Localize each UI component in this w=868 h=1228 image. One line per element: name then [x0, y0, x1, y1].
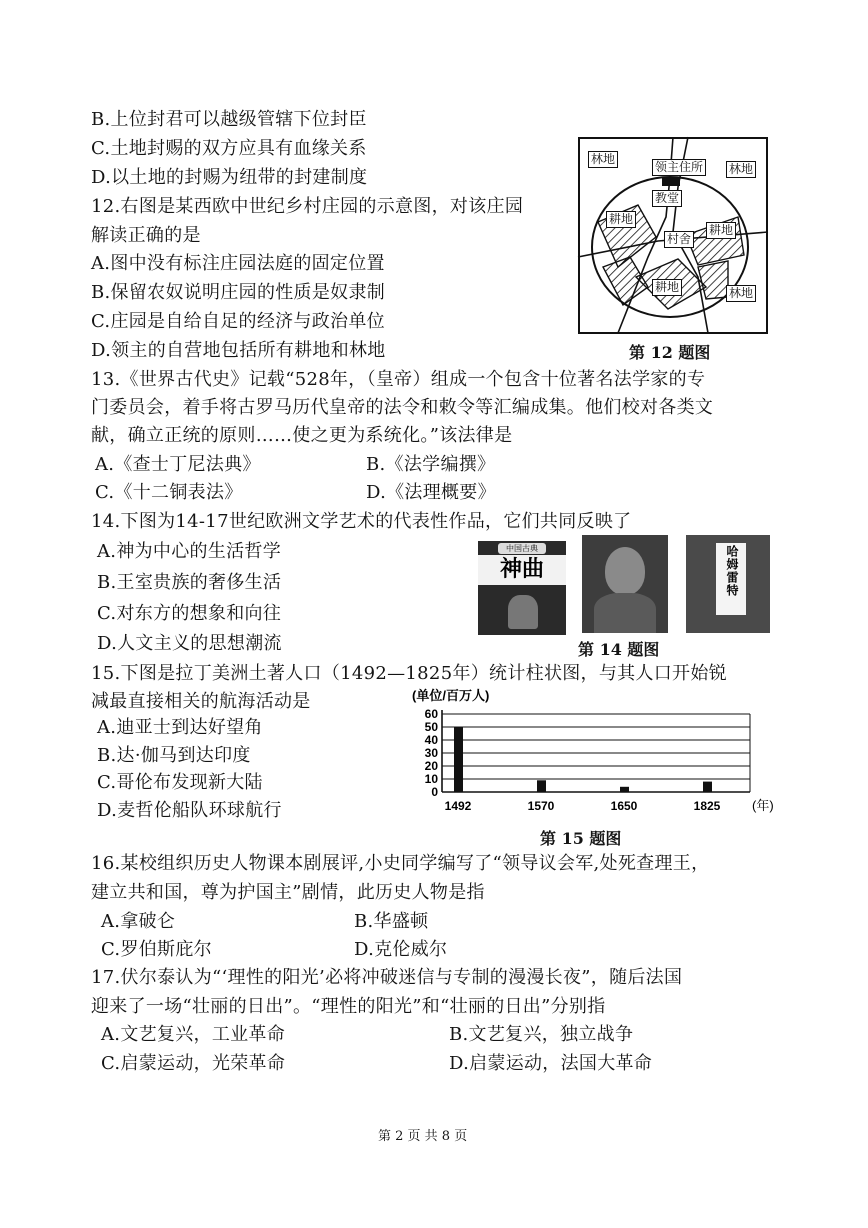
q12-stem-line1: 12.右图是某西欧中世纪乡村庄园的示意图，对该庄园 — [91, 196, 524, 217]
q17-option-a: A.文艺复兴，工业革命 — [101, 1024, 286, 1045]
q13-option-a: A.《查士丁尼法典》 — [95, 454, 261, 475]
q15-option-d: D.麦哲伦船队环球航行 — [97, 800, 282, 821]
y-tick-label: 60 — [424, 707, 438, 721]
q14-option-a: A.神为中心的生活哲学 — [97, 541, 282, 562]
map-label-forest-1: 林地 — [588, 151, 618, 168]
map-label-farmland-1: 耕地 — [606, 211, 636, 228]
q12-option-d: D.领主的自营地包括所有耕地和林地 — [91, 340, 386, 361]
hamlet-cover-image — [686, 535, 770, 633]
map-label-lord-house: 领主住所 — [652, 159, 706, 176]
book-banner: 中国古典 — [498, 543, 546, 554]
x-tick-label: 1570 — [527, 799, 555, 813]
q15-option-a: A.迪亚士到达好望角 — [97, 717, 263, 738]
map-label-church: 教堂 — [652, 190, 682, 207]
q16-stem-line2: 建立共和国，尊为护国主”剧情，此历史人物是指 — [91, 882, 485, 903]
bar-1650 — [620, 787, 629, 792]
divine-comedy-cover-image — [478, 541, 566, 635]
q11-option-b: B.上位封君可以越级管辖下位封臣 — [91, 109, 367, 130]
x-axis-unit: (年) — [752, 798, 774, 813]
q11-option-c: C.土地封赐的双方应具有血缘关系 — [91, 138, 367, 159]
y-tick-label: 10 — [424, 772, 438, 786]
map-label-farmland-3: 耕地 — [652, 279, 682, 296]
map-label-farmland-2: 耕地 — [706, 222, 736, 239]
q13-stem-line2: 门委员会，着手将古罗马历代皇帝的法令和敕令等汇编成集。他们校对各类文 — [91, 397, 714, 418]
q17-option-b: B.文艺复兴，独立战争 — [449, 1024, 634, 1045]
page-footer: 第 2 页 共 8 页 — [378, 1129, 468, 1144]
y-tick-label: 30 — [424, 746, 438, 760]
q14-option-d: D.人文主义的思想潮流 — [97, 633, 282, 654]
x-tick-label: 1825 — [693, 799, 721, 813]
q17-stem-line2: 迎来了一场“壮丽的日出”。“理性的阳光”和“壮丽的日出”分别指 — [91, 996, 606, 1017]
fig14-caption: 第 14 题图 — [578, 640, 660, 659]
q11-option-d: D.以土地的封赐为纽带的封建制度 — [91, 167, 368, 188]
bar-1570 — [537, 780, 546, 792]
q17-option-d: D.启蒙运动，法国大革命 — [449, 1053, 653, 1074]
q13-option-d: D.《法理概要》 — [366, 482, 496, 503]
q13-option-c: C.《十二铜表法》 — [95, 482, 243, 503]
mona-lisa-body — [594, 593, 656, 633]
q15-option-c: C.哥伦布发现新大陆 — [97, 772, 263, 793]
q13-option-b: B.《法学编撰》 — [366, 454, 496, 475]
q16-option-d: D.克伦威尔 — [354, 939, 448, 960]
bar-1492 — [454, 727, 463, 792]
hamlet-title: 哈姆雷特 — [725, 545, 739, 597]
y-tick-label: 20 — [424, 759, 438, 773]
q14-stem: 14.下图为14-17世纪欧洲文学艺术的代表性作品，它们共同反映了 — [91, 511, 632, 532]
q15-stem-line2: 减最直接相关的航海活动是 — [91, 691, 311, 712]
mona-lisa-image — [582, 535, 668, 633]
q12-stem-line2: 解读正确的是 — [91, 225, 201, 246]
q17-stem-line1: 17.伏尔泰认为“‘理性的阳光’必将冲破迷信与专制的漫漫长夜”，随后法国 — [91, 967, 683, 988]
q16-stem-line1: 16.某校组织历史人物课本剧展评,小史同学编写了“领导议会军,处死查理王， — [91, 853, 710, 874]
q15-option-b: B.达·伽马到达印度 — [97, 745, 251, 766]
q13-stem-line3: 献，确立正统的原则……使之更为系统化。”该法律是 — [91, 425, 513, 446]
q16-option-b: B.华盛顿 — [354, 911, 429, 932]
hamlet-title-label — [716, 543, 746, 615]
q12-option-c: C.庄园是自给自足的经济与政治单位 — [91, 311, 385, 332]
fig15-caption: 第 15 题图 — [540, 829, 622, 848]
y-tick-label: 0 — [431, 785, 438, 799]
y-axis-label: (单位/百万人) — [412, 688, 490, 703]
q12-option-a: A.图中没有标注庄园法庭的固定位置 — [91, 253, 385, 274]
manor-map — [578, 137, 768, 334]
map-label-forest-3: 林地 — [726, 285, 756, 302]
x-tick-label: 1492 — [444, 799, 472, 813]
q14-option-b: B.王室贵族的奢侈生活 — [97, 572, 282, 593]
map-label-village: 村舍 — [664, 231, 694, 248]
q14-option-c: C.对东方的想象和向往 — [97, 603, 282, 624]
q15-stem-line1: 15.下图是拉丁美洲土著人口（1492—1825年）统计柱状图，与其人口开始锐 — [91, 663, 727, 684]
book-figure — [508, 595, 538, 629]
fig12-caption: 第 12 题图 — [629, 343, 711, 362]
x-tick-label: 1650 — [610, 799, 638, 813]
y-tick-label: 50 — [424, 720, 438, 734]
q12-option-b: B.保留农奴说明庄园的性质是奴隶制 — [91, 282, 386, 303]
population-bar-chart — [410, 688, 774, 818]
q16-option-c: C.罗伯斯庇尔 — [101, 939, 212, 960]
book-title-shenqu: 神曲 — [478, 555, 566, 585]
bar-1825 — [703, 782, 712, 792]
q13-stem-line1: 13.《世界古代史》记载“528年，（皇帝）组成一个包含十位著名法学家的专 — [91, 369, 706, 390]
map-label-forest-2: 林地 — [726, 161, 756, 178]
q16-option-a: A.拿破仑 — [101, 911, 176, 932]
mona-lisa-face — [605, 547, 645, 595]
chart-svg — [410, 688, 774, 818]
q17-option-c: C.启蒙运动，光荣革命 — [101, 1053, 286, 1074]
y-tick-label: 40 — [424, 733, 438, 747]
